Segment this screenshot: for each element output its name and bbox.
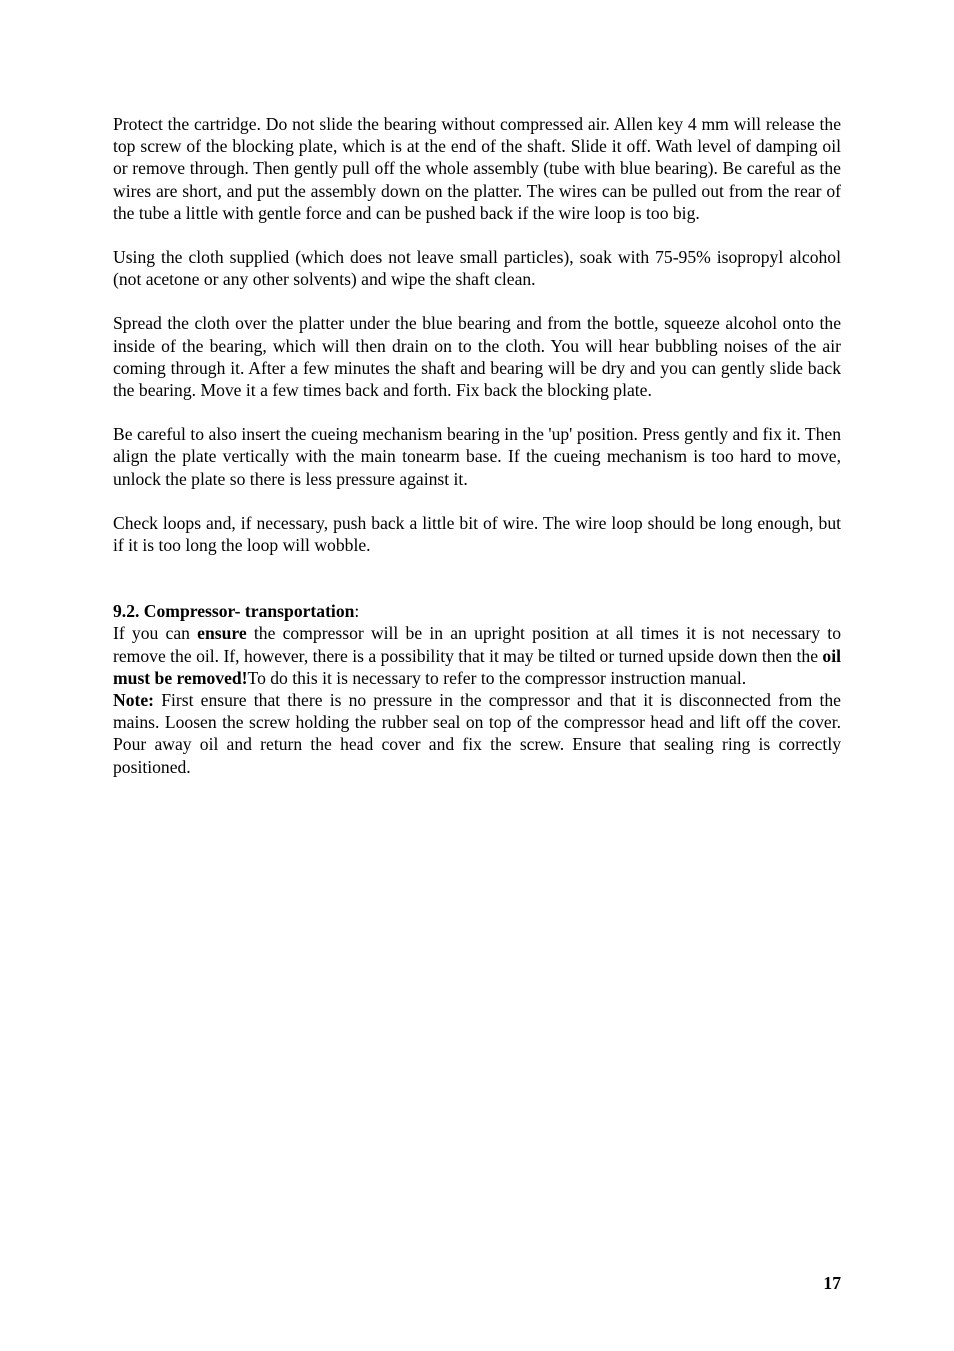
paragraph-wire-loops: Check loops and, if necessary, push back a little bit of wire. The wire loop should be long enough, but if it is too long the loop will wobble. bbox=[113, 512, 841, 556]
paragraph-cueing-mechanism: Be careful to also insert the cueing mechanism bearing in the 'up' position. Press gently and fix it. Then align the plate vertically with the main tonearm base. If the cueing mechanism is too hard to move, unlock the plate so there is less pressure against it. bbox=[113, 424, 841, 489]
section-body-pre: If you can bbox=[113, 623, 198, 644]
page-body bbox=[113, 113, 841, 778]
paragraph-cleaning-cloth: Using the cloth supplied (which does not leave small particles), soak with 75-95% isopropyl alcohol (not acetone or any other solvents) and wipe the shaft clean. bbox=[113, 247, 841, 290]
note-paragraph bbox=[113, 689, 841, 778]
section-body-mid: the compressor will be in an upright position at all times it is not necessary to remove the oil. If, however, there is a possibility that it may be tilted or turned upside down then the bbox=[113, 623, 841, 666]
section-body-oil-warning: oil must be removed! bbox=[113, 645, 841, 688]
section-heading-title: 9.2. Compressor- transportation bbox=[113, 601, 355, 622]
section-body-ensure: ensure bbox=[197, 623, 247, 644]
section-body bbox=[113, 622, 841, 689]
note-text: First ensure that there is no pressure in the compressor and that it is disconnected from the mains. Loosen the screw holding the rubber seal on top of the compressor head and lift off the cover. Pour away oil and return the head cover and fix the screw. Ensure that sealing ring is correctly positioned. bbox=[113, 690, 841, 777]
section-body-post: To do this it is necessary to refer to the compressor instruction manual. bbox=[247, 667, 747, 688]
paragraph-cartridge-removal: Protect the cartridge. Do not slide the bearing without compressed air. Allen key 4 mm will release the top screw of the blocking plate, which is at the end of the shaft. Slide it off. Wath level of damping oil or remove through. Then gently pull off the whole assembly (tube with blue bearing). Be careful as the wires are short, and put the assembly down on the platter. The wires can be pulled out from the rear of the tube a little with gentle force and can be pushed back if the wire loop is too big. bbox=[113, 114, 841, 223]
page-number: 17 bbox=[823, 1273, 841, 1293]
section-heading bbox=[113, 600, 841, 622]
section-heading-colon: : bbox=[354, 601, 360, 622]
paragraph-bearing-drying: Spread the cloth over the platter under the blue bearing and from the bottle, squeeze alcohol onto the inside of the bearing, which will then drain on to the cloth. You will hear bubbling noises of the air coming through it. After a few minutes the shaft and bearing will be dry and you can gently slide back the bearing. Move it a few times back and forth. Fix back the blocking plate. bbox=[113, 313, 841, 401]
note-label: Note: bbox=[113, 690, 155, 711]
